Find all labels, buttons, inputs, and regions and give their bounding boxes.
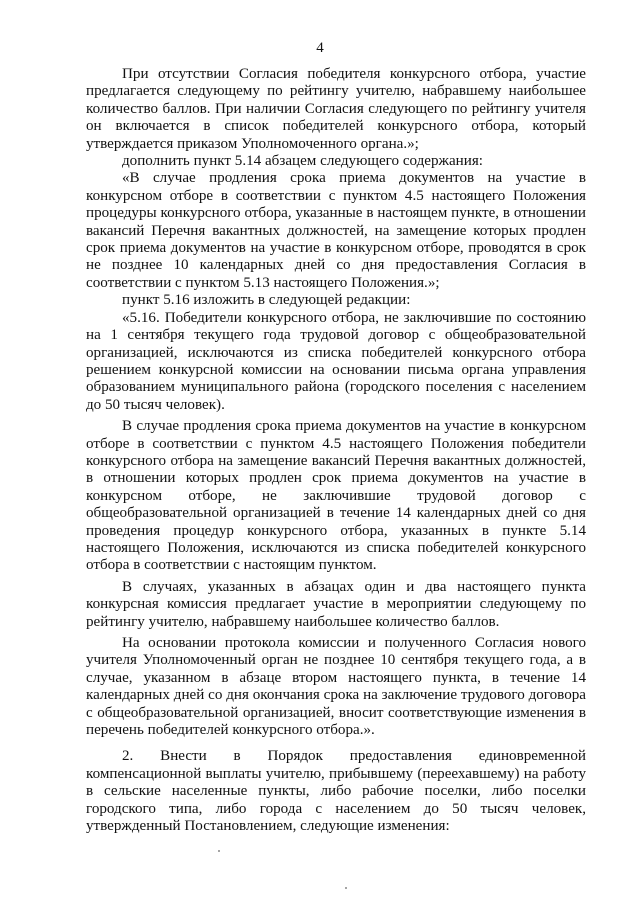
paragraph-protocol-basis: На основании протокола комиссии и полученного Согласия нового учителя Уполномоченный орган не позднее 10 сентября текущего года, а в случае, указанном в абзаце втором настоящего пункта, в течение 14 календарных дней со дня окончания срока на заключение трудового договора с общеобразовательной организацией, вносит соответствующие изменения в перечень победителей конкурсного отбора.». [86,635,586,739]
scan-speck [218,850,220,852]
document-body [86,66,586,835]
paragraph-quote-5-16: «5.16. Победители конкурсного отбора, не заключившие по состоянию на 1 сентября текущего года трудовой договор с общеобразовательной организацией, исключаются из списка победителей конкурсного отбора решением конкурсной комиссии на основании письма органа управления образованием муниципального района (городского поселения с населением до 50 тысяч человек). [86,309,586,413]
paragraph-amend-5-16: пункт 5.16 изложить в следующей редакции: [122,292,411,309]
paragraph-extension-case: В случае продления срока приема документов на участие в конкурсном отборе в соответствии с пунктом 4.5 настоящего Положения победители конкурсного отбора на замещение вакансий Перечня вакантных должностей, в отношении которых продлен срок приема документов на участие в конкурсном отборе, не заключившие трудовой договор с общеобразовательной организацией в течение 14 календарных дней со дня проведения процедур конкурсного отбора, указанных в пункте 5.14 настоящего Положения, исключаются из списка победителей конкурсного отбора в соответствии с настоящим пунктом. [86,418,586,574]
scan-speck [345,887,347,889]
page-number: 4 [316,40,324,56]
paragraph-quote-5-14: «В случае продления срока приема документов на участие в конкурсном отборе в соответствии с пунктом 4.5 настоящего Положения процедуры конкурсного отбора, указанные в настоящем пункте, в отношении вакансий Перечня вакантных должностей, на замещение которых продлен срок приема документов на участие в конкурсном отборе, проводятся в срок не позднее 10 календарных дней со дня предоставления Согласия в соответствии с пунктом 5.13 настоящего Положения.»; [86,170,586,291]
paragraph-absence-of-consent: При отсутствии Согласия победителя конкурсного отбора, участие предлагается следующему по рейтингу учителю, набравшему наибольшее количество баллов. При наличии Согласия следующего по рейтингу учителя он включается в список победителей конкурсного отбора, который утверждается приказом Уполномоченного органа.»; [86,66,586,152]
paragraph-amend-5-14: дополнить пункт 5.14 абзацем следующего содержания: [122,153,483,170]
paragraph-cases-offer: В случаях, указанных в абзацах один и два настоящего пункта конкурсная комиссия предлагает участие в мероприятии следующему по рейтингу учителю, набравшему наибольшее количество баллов. [86,578,586,630]
paragraph-item-2: 2. Внести в Порядок предоставления единовременной компенсационной выплаты учителю, прибывшему (переехавшему) на работу в сельские населенные пункты, либо рабочие поселки, либо поселки городского типа, либо города с населением до 50 тысяч человек, утвержденный Постановлением, следующие изменения: [86,748,586,835]
